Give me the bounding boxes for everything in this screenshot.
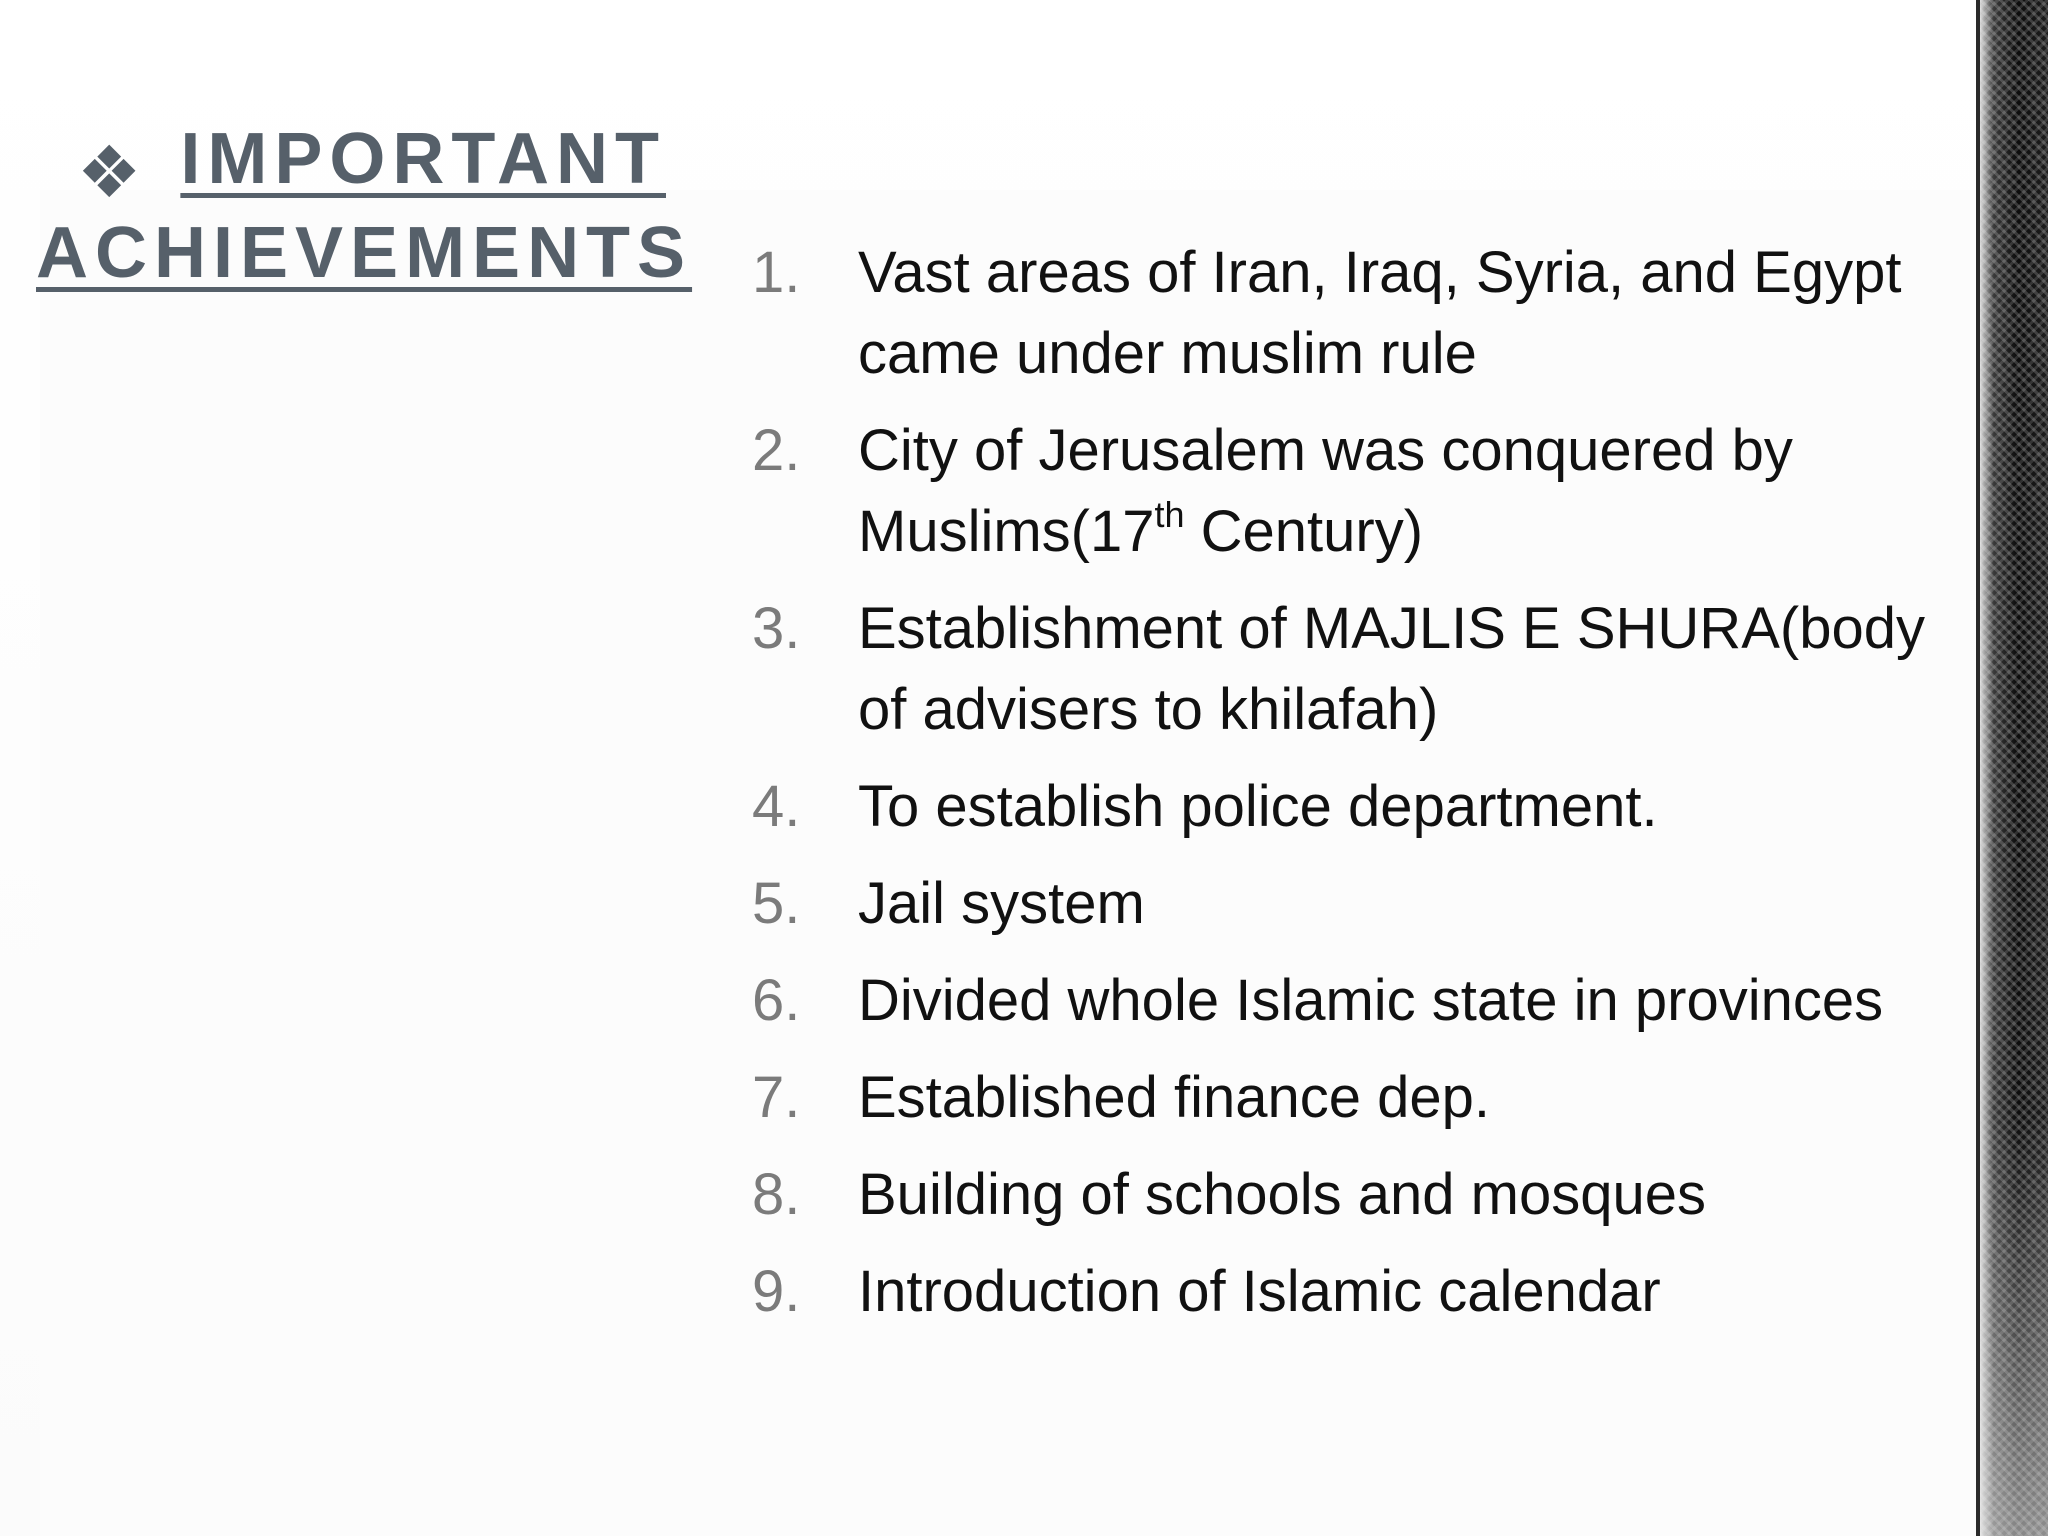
list-item bbox=[740, 960, 1940, 1041]
diamond-bullet-icon: ❖ bbox=[76, 133, 149, 213]
list-item-text: Vast areas of Iran, Iraq, Syria, and Egypt came under muslim rule bbox=[858, 240, 1902, 386]
list-item-text: Jail system bbox=[858, 871, 1145, 936]
list-item bbox=[740, 766, 1940, 847]
title-line-1 bbox=[36, 112, 666, 213]
list-item-number: 3. bbox=[752, 596, 801, 661]
list-item bbox=[740, 1057, 1940, 1138]
list-item-text: Divided whole Islamic state in provinces bbox=[858, 968, 1884, 1033]
title-text-achievements: ACHIEVEMENTS bbox=[36, 213, 693, 293]
list-item-text: To establish police department. bbox=[858, 774, 1658, 839]
list-item-text: Introduction of Islamic calendar bbox=[858, 1259, 1661, 1324]
title-line-2 bbox=[36, 206, 693, 300]
list-item-text-part: City of Jerusalem was conquered by Muslims(17 bbox=[858, 418, 1793, 564]
achievements-list bbox=[740, 232, 1940, 1348]
list-item bbox=[740, 863, 1940, 944]
list-item-text-part: Century) bbox=[1184, 499, 1424, 564]
title-text-important: IMPORTANT bbox=[180, 119, 666, 199]
list-item bbox=[740, 1251, 1940, 1332]
slide-title bbox=[36, 112, 693, 300]
list-item-number: 6. bbox=[752, 968, 801, 1033]
decorative-edge-strip bbox=[1980, 0, 2048, 1536]
list-item-text bbox=[858, 410, 1940, 572]
list-item-number: 7. bbox=[752, 1065, 801, 1130]
list-item bbox=[740, 1154, 1940, 1235]
list-item bbox=[740, 232, 1940, 394]
list-item-number: 8. bbox=[752, 1162, 801, 1227]
list-item-number: 1. bbox=[752, 240, 801, 305]
list-item bbox=[740, 588, 1940, 750]
list-item-text: Established finance dep. bbox=[858, 1065, 1490, 1130]
ordinal-superscript: th bbox=[1154, 493, 1185, 535]
list-item-text: Building of schools and mosques bbox=[858, 1162, 1706, 1227]
list-item-number: 9. bbox=[752, 1259, 801, 1324]
list-item-number: 4. bbox=[752, 774, 801, 839]
list-item-number: 5. bbox=[752, 871, 801, 936]
list-item bbox=[740, 410, 1940, 572]
list-item-number: 2. bbox=[752, 418, 801, 483]
list-item-text: Establishment of MAJLIS E SHURA(body of advisers to khilafah) bbox=[858, 596, 1925, 742]
